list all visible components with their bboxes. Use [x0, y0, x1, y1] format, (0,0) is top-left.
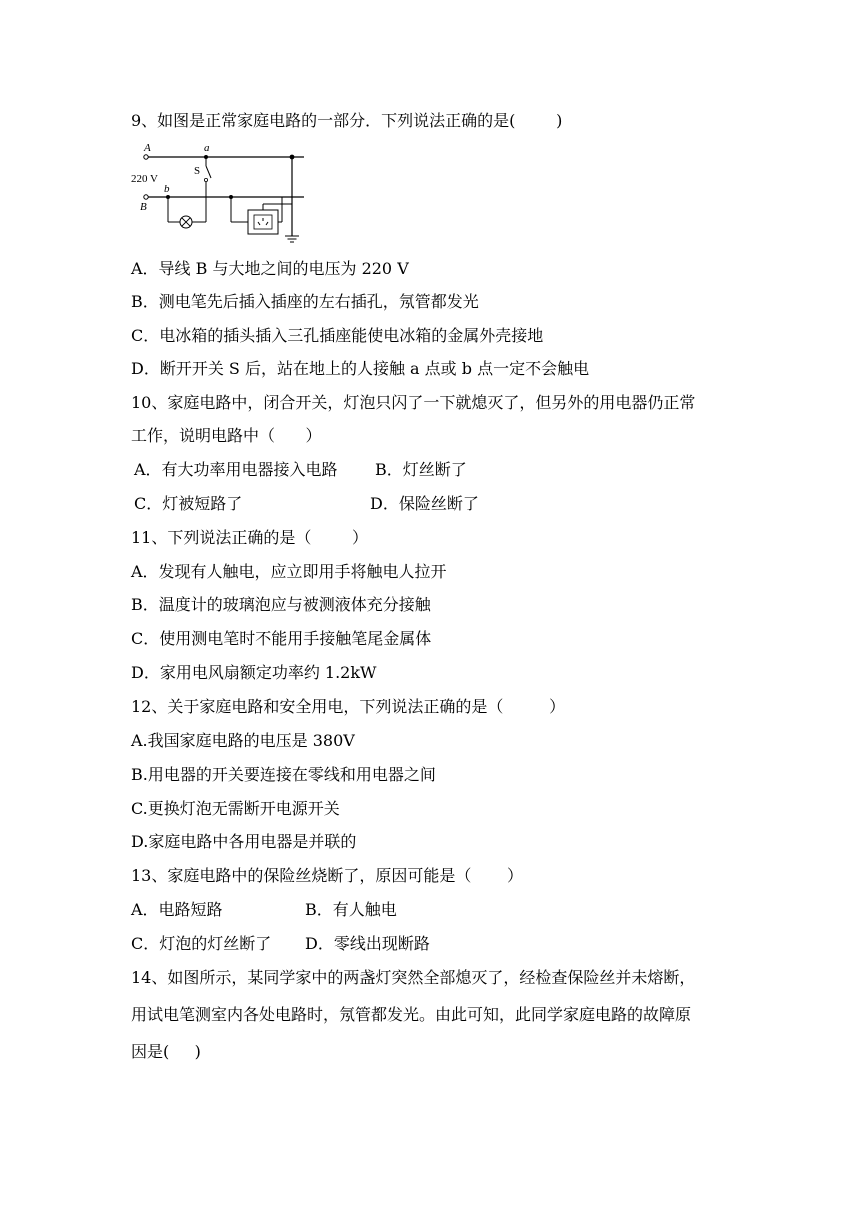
q11-option-a: A．发现有人触电，应立即用手将触电人拉开 — [131, 562, 447, 581]
q9-option-b: B．测电笔先后插入插座的左右插孔，氖管都发光 — [131, 292, 479, 311]
q13-option-c: C．灯泡的灯丝断了 — [131, 934, 272, 953]
q10-option-d: D．保险丝断了 — [370, 494, 479, 513]
q12-option-b: B.用电器的开关要连接在零线和用电器之间 — [131, 765, 436, 784]
q10-option-b: B．灯丝断了 — [375, 460, 467, 479]
label-point-b: b — [164, 183, 170, 195]
label-point-a: a — [204, 142, 210, 154]
q9-option-c: C．电冰箱的插头插入三孔插座能使电冰箱的金属外壳接地 — [131, 326, 544, 345]
q10-option-a: A．有大功率用电器接入电路 — [134, 460, 338, 479]
q10-stem-line1: 10、家庭电路中，闭合开关，灯泡只闪了一下就熄灭了，但另外的用电器仍正常 — [131, 393, 696, 412]
q9-stem: 9、如图是正常家庭电路的一部分．下列说法正确的是( ) — [131, 111, 563, 130]
q10-stem-line2: 工作，说明电路中（ ） — [131, 426, 322, 445]
label-switch-s: S — [194, 165, 201, 177]
q13-option-a: A．电路短路 — [131, 900, 223, 919]
q13-stem: 13、家庭电路中的保险丝烧断了，原因可能是（ ） — [131, 866, 523, 885]
q14-line3: 因是( ) — [131, 1042, 201, 1061]
q9-circuit-diagram — [124, 138, 314, 250]
q10-option-c: C．灯被短路了 — [134, 494, 243, 513]
q14-line2: 用试电笔测室内各处电路时，氖管都发光。由此可知，此同学家庭电路的故障原 — [131, 1005, 692, 1024]
q11-stem: 11、下列说法正确的是（ ） — [131, 528, 369, 547]
q14-line1: 14、如图所示，某同学家中的两盏灯突然全部熄灭了，经检查保险丝并未熔断， — [131, 968, 696, 987]
label-voltage: 220 V — [131, 173, 158, 185]
q13-option-d: D．零线出现断路 — [305, 934, 430, 953]
q12-option-a: A.我国家庭电路的电压是 380V — [131, 731, 355, 750]
q12-option-d: D.家庭电路中各用电器是并联的 — [131, 832, 357, 851]
label-terminal-a: A — [144, 142, 151, 154]
q9-option-a: A．导线 B 与大地之间的电压为 220 V — [131, 259, 409, 278]
q13-option-b: B．有人触电 — [305, 900, 397, 919]
q9-option-d: D．断开开关 S 后，站在地上的人接触 a 点或 b 点一定不会触电 — [131, 359, 590, 378]
q11-option-c: C．使用测电笔时不能用手接触笔尾金属体 — [131, 629, 432, 648]
q12-stem: 12、关于家庭电路和安全用电，下列说法正确的是（ ） — [131, 697, 566, 716]
label-terminal-b: B — [140, 201, 147, 213]
q11-option-b: B．温度计的玻璃泡应与被测液体充分接触 — [131, 595, 431, 614]
q12-option-c: C.更换灯泡无需断开电源开关 — [131, 799, 340, 818]
q11-option-d: D．家用电风扇额定功率约 1.2kW — [131, 663, 377, 682]
